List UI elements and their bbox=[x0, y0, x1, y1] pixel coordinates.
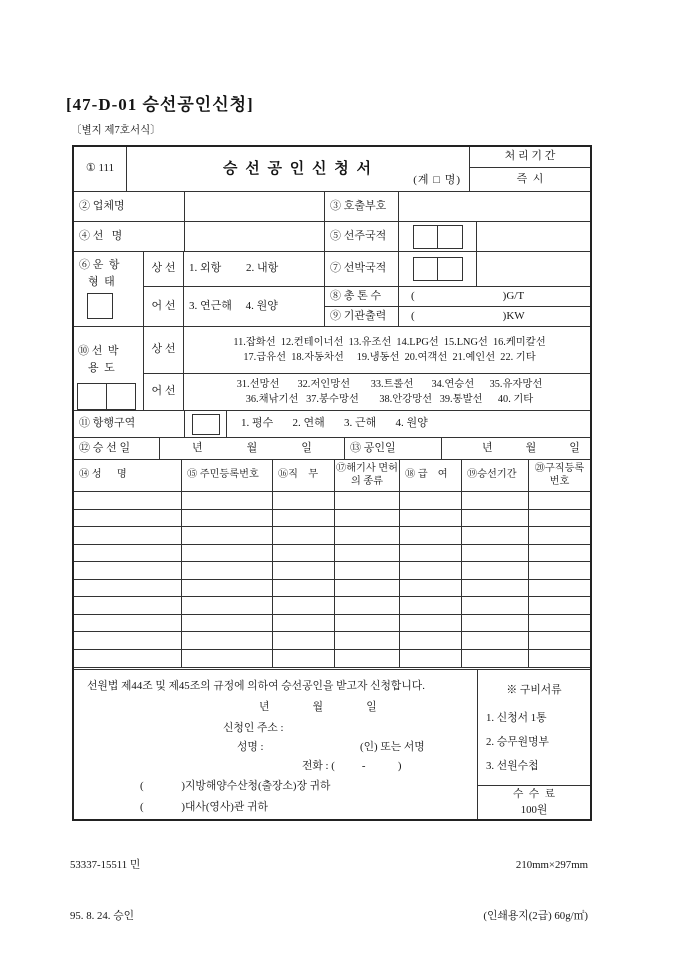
personnel-cell bbox=[529, 527, 590, 544]
personnel-cell bbox=[400, 510, 462, 527]
page-title: [47-D-01 승선공인신청] bbox=[66, 95, 254, 114]
gross-tonnage-value: ( )G/T bbox=[399, 287, 590, 307]
attachment-item-2: 2. 승무원명부 bbox=[486, 736, 549, 748]
footer-right bbox=[370, 824, 588, 958]
owner-nationality-code-box bbox=[413, 225, 463, 249]
personnel-row bbox=[74, 492, 590, 510]
personnel-cell bbox=[335, 562, 400, 579]
personnel-cell bbox=[462, 580, 529, 597]
boarding-date-label: ⑫ 승 선 일 bbox=[74, 438, 160, 460]
attachment-item-3: 3. 선원수첩 bbox=[486, 760, 539, 772]
header-cell-resident-no: ⑮ 주민등록번호 bbox=[182, 460, 273, 492]
ship-use-merchant-options bbox=[184, 327, 590, 374]
personnel-cell bbox=[273, 650, 335, 668]
ship-use-fishing-label: 어 선 bbox=[144, 374, 184, 411]
personnel-row bbox=[74, 597, 590, 615]
company-input-cell bbox=[185, 192, 325, 222]
header-cell-duty: ⑯직 무 bbox=[273, 460, 335, 492]
form-no-cell: ① 111 bbox=[74, 147, 127, 192]
personnel-cell bbox=[400, 545, 462, 562]
personnel-cell bbox=[335, 545, 400, 562]
personnel-cell bbox=[74, 597, 182, 614]
crew-count-note: (계 □ 명) bbox=[413, 174, 461, 187]
attachment-item-1: 1. 신청서 1통 bbox=[486, 712, 547, 724]
fee-label: 수 수 료 bbox=[512, 787, 556, 800]
fishing-ship-label: 어 선 bbox=[144, 287, 184, 327]
approval-date-value: 년 월 일 bbox=[442, 438, 590, 460]
personnel-cell bbox=[273, 580, 335, 597]
personnel-cell bbox=[273, 545, 335, 562]
header-cell-license: ⑰해기사 면허의 종류 bbox=[335, 460, 400, 492]
bottom-section bbox=[74, 667, 590, 819]
approval-date-label: ⑬ 공인일 bbox=[345, 438, 442, 460]
form-code: 53337-15511 민 bbox=[70, 859, 141, 872]
personnel-cell bbox=[74, 580, 182, 597]
ship-nationality-input-cell bbox=[477, 252, 590, 287]
personnel-cell bbox=[529, 632, 590, 649]
personnel-cell bbox=[529, 597, 590, 614]
operation-type-code-box bbox=[87, 293, 113, 319]
navigation-area-options: 1. 평수 2. 연해 3. 근해 4. 원양 bbox=[227, 411, 590, 438]
personnel-cell bbox=[462, 562, 529, 579]
personnel-cell bbox=[74, 510, 182, 527]
ship-use-label: ⑩ 선 박 bbox=[78, 345, 119, 357]
personnel-row bbox=[74, 545, 590, 563]
ship-nationality-code-cell bbox=[399, 252, 477, 287]
ship-use-fishing-options bbox=[184, 374, 590, 411]
paper-size-note: 210mm×297mm bbox=[515, 859, 588, 872]
personnel-cell bbox=[529, 615, 590, 632]
personnel-body bbox=[74, 492, 590, 667]
fishing-ship-options: 3. 연근해 4. 원양 bbox=[184, 287, 325, 327]
ship-use-fishing-line2: 36.채낚기선 37.봉수망선 38.안강망선 39.통발선 40. 기타 bbox=[245, 394, 534, 405]
ship-use-fishing-line1: 31.선망선 32.저인망선 33.트롤선 34.연승선 35.유자망선 bbox=[236, 378, 543, 390]
header-cell-boarding-period: ⑲승선기간 bbox=[462, 460, 529, 492]
owner-nationality-input-cell bbox=[477, 222, 590, 252]
personnel-cell bbox=[335, 632, 400, 649]
personnel-cell bbox=[400, 615, 462, 632]
ship-use-label-line2: 용 도 bbox=[88, 362, 115, 375]
personnel-cell bbox=[529, 545, 590, 562]
personnel-cell bbox=[182, 597, 273, 614]
fee-box bbox=[478, 785, 590, 819]
ship-use-merchant-label: 상 선 bbox=[144, 327, 184, 374]
personnel-cell bbox=[462, 527, 529, 544]
personnel-cell bbox=[335, 510, 400, 527]
personnel-cell bbox=[182, 615, 273, 632]
personnel-cell bbox=[182, 650, 273, 668]
declaration-statement: 선원법 제44조 및 제45조의 규정에 의하여 승선공인을 받고자 신청합니다. bbox=[87, 680, 425, 692]
personnel-cell bbox=[400, 632, 462, 649]
merchant-ship-options: 1. 외항 2. 내항 bbox=[184, 252, 325, 287]
personnel-cell bbox=[74, 545, 182, 562]
operation-type-label-cell bbox=[74, 252, 144, 327]
personnel-cell bbox=[462, 492, 529, 509]
engine-power-value: ( )KW bbox=[399, 307, 590, 327]
personnel-cell bbox=[462, 650, 529, 668]
personnel-row bbox=[74, 615, 590, 633]
call-sign-label: ③ 호출부호 bbox=[325, 192, 399, 222]
navigation-area-label: ⑪ 항행구역 bbox=[74, 411, 185, 438]
personnel-cell bbox=[529, 510, 590, 527]
personnel-cell bbox=[462, 510, 529, 527]
personnel-cell bbox=[400, 527, 462, 544]
applicant-name-label: 성명 : bbox=[237, 741, 264, 753]
attachments-area bbox=[478, 670, 590, 819]
form-title: 승 선 공 인 신 청 서 bbox=[223, 160, 373, 177]
personnel-cell bbox=[529, 562, 590, 579]
personnel-cell bbox=[400, 580, 462, 597]
personnel-cell bbox=[529, 650, 590, 668]
engine-power-label: ⑨ 기관출력 bbox=[325, 307, 399, 327]
personnel-cell bbox=[74, 650, 182, 668]
recipient-maritime-office: ( )지방해양수산청(출장소)장 귀하 bbox=[140, 780, 331, 792]
personnel-cell bbox=[462, 615, 529, 632]
ship-name-input-cell bbox=[185, 222, 325, 252]
approval-date-note: 95. 8. 24. 승인 bbox=[70, 909, 135, 922]
personnel-cell bbox=[462, 632, 529, 649]
personnel-cell bbox=[335, 650, 400, 668]
personnel-cell bbox=[529, 580, 590, 597]
personnel-cell bbox=[335, 492, 400, 509]
header-cell-job-reg-no: ⑳구직등록번호 bbox=[529, 460, 590, 492]
personnel-cell bbox=[273, 632, 335, 649]
personnel-cell bbox=[182, 562, 273, 579]
fee-value: 100원 bbox=[520, 803, 548, 816]
personnel-cell bbox=[400, 562, 462, 579]
personnel-cell bbox=[182, 580, 273, 597]
declaration-area bbox=[74, 670, 478, 819]
phone-line: 전화 : ( - ) bbox=[302, 760, 402, 772]
personnel-cell bbox=[74, 527, 182, 544]
personnel-cell bbox=[400, 650, 462, 668]
personnel-cell bbox=[462, 597, 529, 614]
header-cell-name: ⑭ 성 명 bbox=[74, 460, 182, 492]
navigation-area-code-box bbox=[192, 414, 220, 435]
ship-name-label: ④ 선 명 bbox=[74, 222, 185, 252]
processing-time-label: 처 리 기 간 bbox=[470, 147, 590, 168]
applicant-address-label: 신청인 주소 : bbox=[223, 722, 284, 734]
company-label: ② 업체명 bbox=[74, 192, 185, 222]
personnel-cell bbox=[273, 510, 335, 527]
owner-nationality-code-cell bbox=[399, 222, 477, 252]
personnel-cell bbox=[273, 562, 335, 579]
personnel-cell bbox=[335, 597, 400, 614]
personnel-cell bbox=[182, 527, 273, 544]
owner-nationality-label: ⑤ 선주국적 bbox=[325, 222, 399, 252]
ship-nationality-label: ⑦ 선박국적 bbox=[325, 252, 399, 287]
personnel-cell bbox=[529, 492, 590, 509]
ship-use-code-box bbox=[77, 383, 136, 410]
boarding-date-value: 년 월 일 bbox=[160, 438, 345, 460]
footer-left bbox=[70, 824, 140, 958]
personnel-row bbox=[74, 510, 590, 528]
personnel-cell bbox=[182, 545, 273, 562]
personnel-cell bbox=[273, 615, 335, 632]
personnel-cell bbox=[74, 492, 182, 509]
recipient-embassy: ( )대사(영사)관 귀하 bbox=[140, 801, 268, 813]
personnel-cell bbox=[182, 492, 273, 509]
personnel-cell bbox=[400, 492, 462, 509]
attachments-title: ※ 구비서류 bbox=[506, 684, 562, 696]
personnel-cell bbox=[182, 510, 273, 527]
personnel-cell bbox=[335, 615, 400, 632]
personnel-cell bbox=[74, 632, 182, 649]
personnel-cell bbox=[462, 545, 529, 562]
processing-time-value: 즉 시 bbox=[470, 168, 590, 192]
personnel-row bbox=[74, 527, 590, 545]
ship-nationality-code-box bbox=[413, 257, 463, 281]
paper-spec-note: (인쇄용지(2급) 60g/㎡) bbox=[483, 909, 588, 922]
ship-use-merchant-line1: 11.잡화선 12.컨테이너선 13.유조선 14.LPG선 15.LNG선 16.케미칼선 bbox=[233, 336, 546, 348]
personnel-row bbox=[74, 650, 590, 668]
ship-use-merchant-line2: 17.급유선 18.자동차선 19.냉동선 20.여객선 21.예인선 22. 기타 bbox=[243, 352, 536, 363]
call-sign-input-cell bbox=[399, 192, 590, 222]
personnel-cell bbox=[273, 492, 335, 509]
personnel-cell bbox=[74, 615, 182, 632]
declaration-date-line: 년 월 일 bbox=[259, 701, 377, 713]
personnel-cell bbox=[335, 580, 400, 597]
navigation-area-code-cell bbox=[185, 411, 227, 438]
seal-or-sign-note: (인) 또는 서명 bbox=[360, 741, 425, 753]
operation-type-label-line2: 형 태 bbox=[88, 275, 115, 288]
merchant-ship-label: 상 선 bbox=[144, 252, 184, 287]
personnel-row bbox=[74, 580, 590, 598]
operation-type-label: ⑥ 운 항 bbox=[79, 259, 120, 271]
personnel-row bbox=[74, 562, 590, 580]
personnel-cell bbox=[273, 597, 335, 614]
personnel-cell bbox=[335, 527, 400, 544]
form-ref-note: 〔별지 제7호서식〕 bbox=[71, 125, 161, 136]
form-title-cell bbox=[127, 147, 470, 192]
application-form bbox=[72, 145, 592, 821]
personnel-row bbox=[74, 632, 590, 650]
personnel-cell bbox=[74, 562, 182, 579]
personnel-cell bbox=[182, 632, 273, 649]
personnel-cell bbox=[400, 597, 462, 614]
personnel-cell bbox=[273, 527, 335, 544]
gross-tonnage-label: ⑧ 총 톤 수 bbox=[325, 287, 399, 307]
ship-use-label-cell bbox=[74, 327, 144, 411]
header-cell-salary: ⑱ 급 여 bbox=[400, 460, 462, 492]
